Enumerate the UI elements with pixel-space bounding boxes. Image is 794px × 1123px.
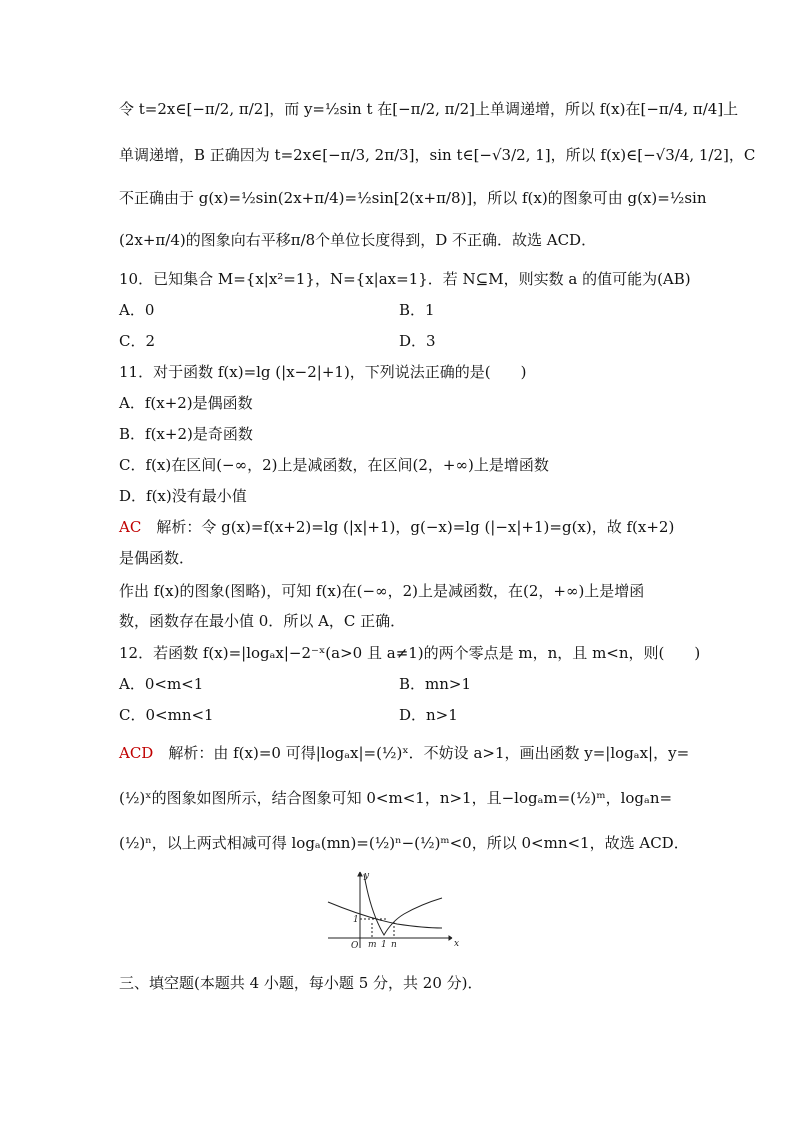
q11-option-c: C．f(x)在区间(−∞，2)上是减函数，在区间(2，+∞)上是增函数 <box>119 456 549 474</box>
q10-stem: 10．已知集合 M={x|x²=1}，N={x|ax=1}．若 N⊆M，则实数 a 的值可能为(AB) <box>119 270 691 288</box>
x-axis-arrow-icon <box>449 936 452 940</box>
q12-option-b: B．mn>1 <box>399 675 472 693</box>
solution-line-1: 令 t=2x∈[−π/2, π/2]，而 y=½sin t 在[−π/2, π/2]上单调递增，所以 f(x)在[−π/4, π/4]上 <box>119 100 739 118</box>
q11-option-a: A．f(x+2)是偶函数 <box>119 394 253 412</box>
graph-y-label: y <box>364 871 370 881</box>
abs-log-curve <box>364 874 442 935</box>
graph-m-label: m <box>368 940 377 950</box>
solution-line-2: 单调递增，B 正确因为 t=2x∈[−π/3, 2π/3]，sin t∈[−√3/2, 1]，所以 f(x)∈[−√3/4, 1/2]，C <box>119 146 756 164</box>
q12-option-a: A．0<m<1 <box>119 675 204 693</box>
y-axis-arrow-icon <box>358 872 362 876</box>
graph-x-label: x <box>454 939 460 949</box>
graph-n-label: n <box>391 940 397 950</box>
exp-curve <box>328 902 442 928</box>
q12-option-d: D．n>1 <box>399 706 458 724</box>
q12-solution-line-3: (½)ⁿ，以上两式相减可得 logₐ(mn)=(½)ⁿ−(½)ᵐ<0，所以 0<mn<1，故选 ACD． <box>119 834 689 852</box>
q12-solution-line-2: (½)ˣ的图象如图所示，结合图象可知 0<m<1，n>1，且−logₐm=(½)ᵐ，logₐn= <box>119 789 673 807</box>
graph-origin-label: O <box>351 941 359 951</box>
section-3-heading: 三、填空题(本题共 4 小题，每小题 5 分，共 20 分)． <box>119 974 483 992</box>
q10-option-b: B．1 <box>399 301 435 319</box>
solution-line-3: 不正确由于 g(x)=½sin(2x+π/4)=½sin[2(x+π/8)]，所以 f(x)的图象可由 g(x)=½sin <box>119 189 707 207</box>
q12-stem: 12．若函数 f(x)=|logₐx|−2⁻ˣ(a>0 且 a≠1)的两个零点是 m，n，且 m<n，则( ) <box>119 644 701 662</box>
q12-answer: ACD <box>119 744 154 762</box>
solution-line-4: (2x+π/4)的图象向右平移π/8个单位长度得到，D 不正确．故选 ACD． <box>119 231 597 249</box>
q12-option-c: C．0<mn<1 <box>119 706 214 724</box>
graph-x-tick-1: 1 <box>381 940 387 950</box>
q11-solution-line-3: 作出 f(x)的图象(图略)，可知 f(x)在(−∞，2)上是减函数，在(2，+∞)上是增函 <box>119 582 645 600</box>
q10-option-a: A．0 <box>119 301 155 319</box>
log-exp-graph-figure <box>322 868 462 952</box>
q11-solution-line-2: 是偶函数． <box>119 549 195 567</box>
q11-answer: AC <box>119 518 142 536</box>
q11-option-d: D．f(x)没有最小值 <box>119 487 247 505</box>
q11-solution-text-1: 解析：令 g(x)=f(x+2)=lg (|x|+1)，g(−x)=lg (|−x|+1)=g(x)，故 f(x+2) <box>156 518 675 536</box>
q10-option-d: D．3 <box>399 332 436 350</box>
q12-solution-text-1: 解析：由 f(x)=0 可得|logₐx|=(½)ˣ．不妨设 a>1，画出函数 y=|logₐx|，y= <box>168 744 690 762</box>
graph-y-tick-1: 1 <box>353 915 359 925</box>
q11-stem: 11．对于函数 f(x)=lg (|x−2|+1)，下列说法正确的是( ) <box>119 363 527 381</box>
q12-solution-line-1 <box>119 743 690 763</box>
q10-option-c: C．2 <box>119 332 156 350</box>
q11-solution-line-4: 数，函数存在最小值 0．所以 A，C 正确． <box>119 612 406 630</box>
q11-solution-line-1 <box>119 517 679 537</box>
q11-option-b: B．f(x+2)是奇函数 <box>119 425 253 443</box>
